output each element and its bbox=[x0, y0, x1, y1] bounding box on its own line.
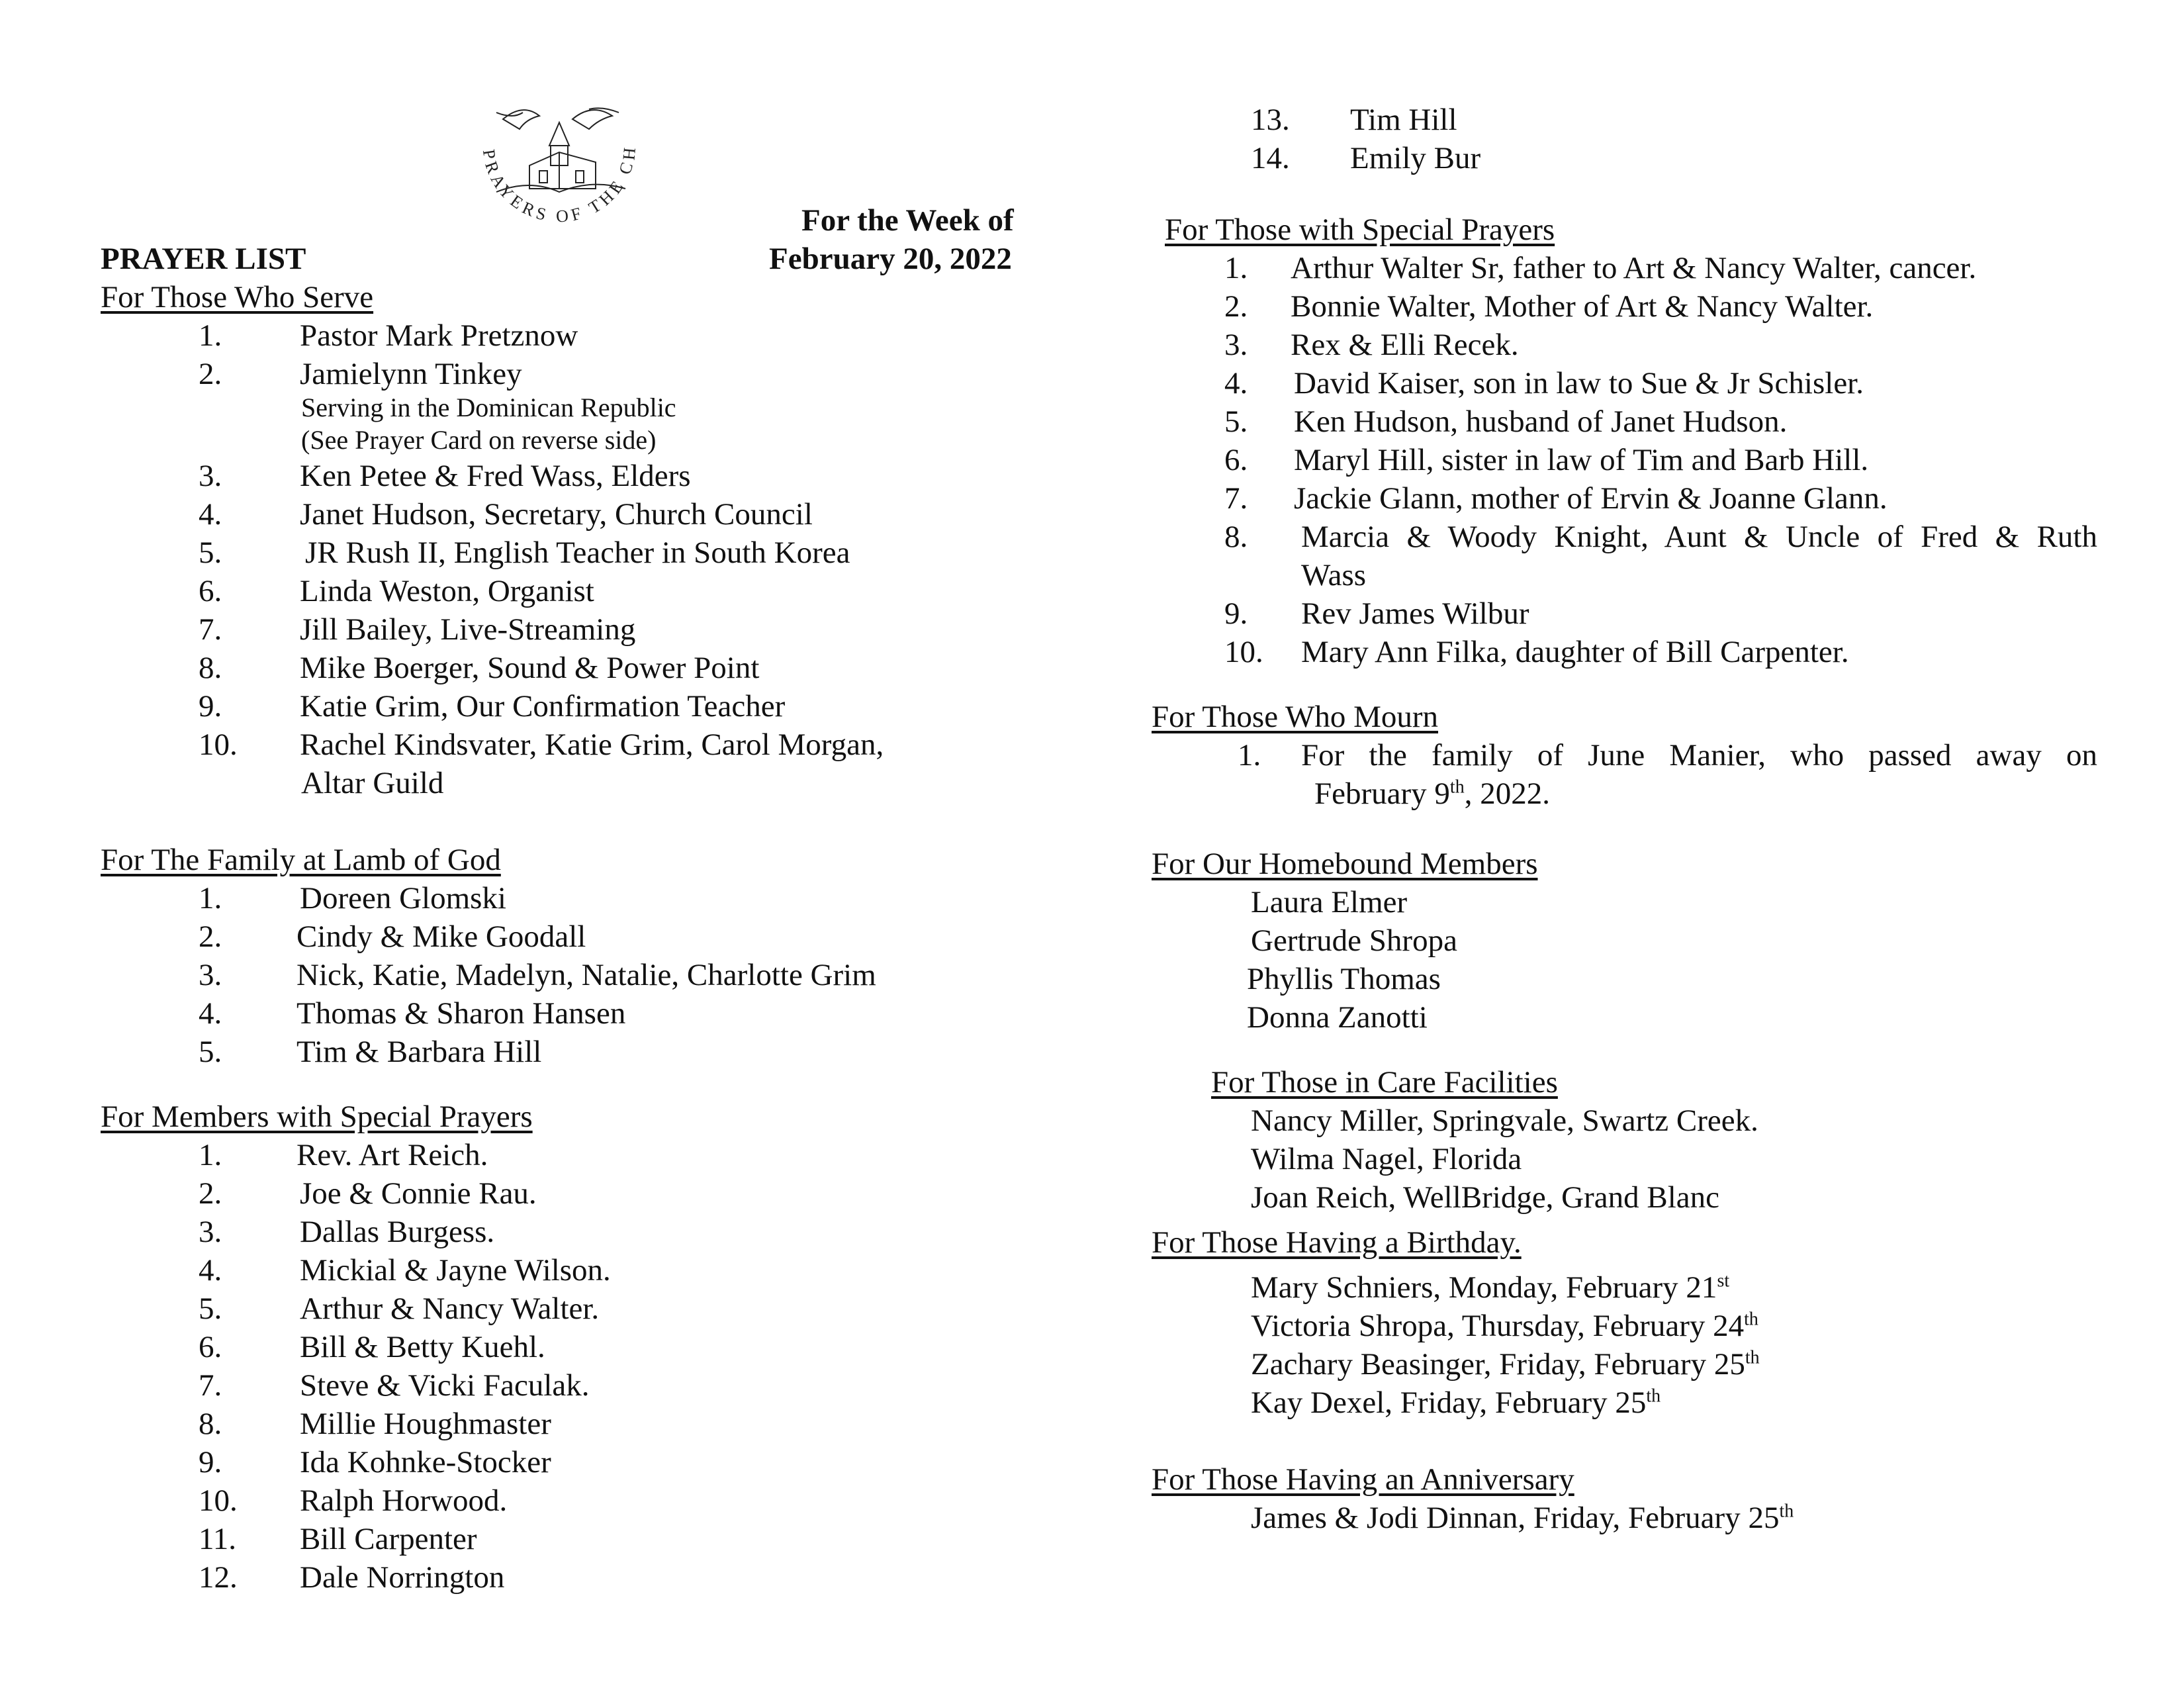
list-item: Marcia & Woody Knight, Aunt & Uncle of Fred & Ruth bbox=[1301, 520, 2097, 554]
list-item-number: 4. bbox=[199, 497, 222, 532]
list-item-continued: Altar Guild bbox=[301, 766, 444, 800]
list-item: Ken Hudson, husband of Janet Hudson. bbox=[1294, 404, 1788, 439]
list-item: Ken Petee & Fred Wass, Elders bbox=[300, 459, 691, 493]
list-item-number: 5. bbox=[199, 1291, 222, 1326]
list-item-number: 3. bbox=[199, 958, 222, 992]
list-item: Bonnie Walter, Mother of Art & Nancy Walter. bbox=[1291, 289, 1874, 324]
list-item-number: 3. bbox=[199, 1215, 222, 1249]
care-item: Joan Reich, WellBridge, Grand Blanc bbox=[1251, 1180, 1720, 1215]
list-item-number: 2. bbox=[199, 357, 222, 391]
list-item: Rev James Wilbur bbox=[1301, 596, 1529, 631]
list-item: JR Rush II, English Teacher in South Korea bbox=[305, 536, 850, 570]
list-item-number: 4. bbox=[199, 996, 222, 1031]
list-item: Cindy & Mike Goodall bbox=[296, 919, 586, 954]
homebound-item: Phyllis Thomas bbox=[1247, 962, 1441, 996]
list-item-number: 5. bbox=[199, 536, 222, 570]
list-item: Jill Bailey, Live-Streaming bbox=[300, 612, 636, 647]
church-doves-icon bbox=[457, 93, 662, 238]
mourn-date: February 9th, 2022. bbox=[1314, 776, 1550, 811]
list-item: Dale Norrington bbox=[300, 1560, 505, 1595]
list-item: Steve & Vicki Faculak. bbox=[300, 1368, 590, 1403]
list-item: Mike Boerger, Sound & Power Point bbox=[300, 651, 760, 685]
list-item-number: 13. bbox=[1251, 103, 1290, 137]
list-item: Katie Grim, Our Confirmation Teacher bbox=[300, 689, 786, 724]
list-item: Joe & Connie Rau. bbox=[300, 1176, 537, 1211]
list-item: Nick, Katie, Madelyn, Natalie, Charlotte Grim bbox=[296, 958, 876, 992]
list-item: Jamielynn Tinkey bbox=[300, 357, 522, 391]
list-item-number: 9. bbox=[1224, 596, 1248, 631]
list-item: Ralph Horwood. bbox=[300, 1483, 508, 1518]
list-item-number: 1. bbox=[199, 881, 222, 915]
section-heading-homebound: For Our Homebound Members bbox=[1152, 847, 1538, 881]
list-item: Millie Houghmaster bbox=[300, 1407, 551, 1441]
list-item-number: 6. bbox=[199, 1330, 222, 1364]
list-item: Rev. Art Reich. bbox=[296, 1138, 488, 1172]
list-item-number: 1. bbox=[199, 318, 222, 353]
list-item-number: 8. bbox=[199, 651, 222, 685]
list-item: Rex & Elli Recek. bbox=[1291, 328, 1519, 362]
list-item-number: 9. bbox=[199, 689, 222, 724]
list-item-number: 5. bbox=[199, 1035, 222, 1069]
prayers-of-the-church-logo bbox=[457, 93, 662, 238]
list-item-number: 1. bbox=[199, 1138, 222, 1172]
list-item: Tim Hill bbox=[1350, 103, 1457, 137]
week-label: For the Week of bbox=[801, 203, 1014, 238]
list-item-number: 3. bbox=[199, 459, 222, 493]
list-item: Jackie Glann, mother of Ervin & Joanne Glann. bbox=[1294, 481, 1888, 516]
section-heading-anniversary: For Those Having an Anniversary bbox=[1152, 1462, 1574, 1497]
list-item-number: 14. bbox=[1251, 141, 1290, 175]
birthday-item: Mary Schniers, Monday, February 21st bbox=[1251, 1270, 1730, 1305]
section-heading-mourn: For Those Who Mourn bbox=[1152, 700, 1439, 734]
homebound-item: Gertrude Shropa bbox=[1251, 923, 1457, 958]
birthday-item: Victoria Shropa, Thursday, February 24th bbox=[1251, 1309, 1758, 1343]
list-item-number: 5. bbox=[1224, 404, 1248, 439]
list-item: Janet Hudson, Secretary, Church Council bbox=[300, 497, 813, 532]
list-item-number: 8. bbox=[1224, 520, 1248, 554]
homebound-item: Laura Elmer bbox=[1251, 885, 1408, 919]
list-item-number: 6. bbox=[1224, 443, 1248, 477]
birthday-item: Zachary Beasinger, Friday, February 25th bbox=[1251, 1347, 1760, 1382]
list-item: Bill Carpenter bbox=[300, 1522, 477, 1556]
list-item-number: 4. bbox=[1224, 366, 1248, 400]
list-item: Dallas Burgess. bbox=[300, 1215, 495, 1249]
list-item-number: 2. bbox=[199, 1176, 222, 1211]
list-item: Bill & Betty Kuehl. bbox=[300, 1330, 545, 1364]
list-item-number: 2. bbox=[199, 919, 222, 954]
list-item-number: 10. bbox=[1224, 635, 1263, 669]
list-item-number: 12. bbox=[199, 1560, 238, 1595]
list-item: Ida Kohnke-Stocker bbox=[300, 1445, 551, 1479]
list-item: Pastor Mark Pretznow bbox=[300, 318, 578, 353]
list-item: Doreen Glomski bbox=[300, 881, 506, 915]
list-item-note: (See Prayer Card on reverse side) bbox=[301, 425, 657, 455]
list-item: Rachel Kindsvater, Katie Grim, Carol Morgan, bbox=[300, 727, 884, 762]
care-item: Wilma Nagel, Florida bbox=[1251, 1142, 1522, 1176]
list-item-number: 4. bbox=[199, 1253, 222, 1288]
list-item: Linda Weston, Organist bbox=[300, 574, 594, 608]
list-item-number: 7. bbox=[199, 1368, 222, 1403]
page-title: PRAYER LIST bbox=[101, 242, 306, 276]
list-item-note: Serving in the Dominican Republic bbox=[301, 393, 676, 422]
list-item-number: 7. bbox=[199, 612, 222, 647]
list-item: Maryl Hill, sister in law of Tim and Barb Hill. bbox=[1294, 443, 1869, 477]
list-item: Mary Ann Filka, daughter of Bill Carpenter. bbox=[1301, 635, 1849, 669]
list-item-number: 1. bbox=[1238, 738, 1261, 773]
list-item-number: 10. bbox=[199, 1483, 238, 1518]
care-item: Nancy Miller, Springvale, Swartz Creek. bbox=[1251, 1103, 1758, 1138]
section-heading-care: For Those in Care Facilities bbox=[1211, 1065, 1558, 1100]
list-item-number: 11. bbox=[199, 1522, 237, 1556]
list-item: Tim & Barbara Hill bbox=[296, 1035, 542, 1069]
list-item-number: 1. bbox=[1224, 251, 1248, 285]
list-item-number: 9. bbox=[199, 1445, 222, 1479]
mourn-line: For the family of June Manier, who passed away on bbox=[1301, 738, 2097, 773]
section-heading-members: For Members with Special Prayers bbox=[101, 1100, 533, 1134]
list-item: Thomas & Sharon Hansen bbox=[296, 996, 626, 1031]
list-item-number: 2. bbox=[1224, 289, 1248, 324]
list-item-number: 6. bbox=[199, 574, 222, 608]
homebound-item: Donna Zanotti bbox=[1247, 1000, 1428, 1035]
section-heading-special-prayers: For Those with Special Prayers bbox=[1165, 212, 1555, 247]
list-item: Emily Bur bbox=[1350, 141, 1481, 175]
list-item-number: 7. bbox=[1224, 481, 1248, 516]
list-item-number: 3. bbox=[1224, 328, 1248, 362]
birthday-item: Kay Dexel, Friday, February 25th bbox=[1251, 1385, 1661, 1420]
section-heading-family: For The Family at Lamb of God bbox=[101, 843, 501, 877]
list-item: Arthur & Nancy Walter. bbox=[300, 1291, 600, 1326]
week-date: February 20, 2022 bbox=[769, 242, 1012, 276]
list-item: Mickial & Jayne Wilson. bbox=[300, 1253, 611, 1288]
anniversary-item: James & Jodi Dinnan, Friday, February 25th bbox=[1251, 1501, 1794, 1535]
section-heading-serve: For Those Who Serve bbox=[101, 280, 374, 314]
list-item-number: 10. bbox=[199, 727, 238, 762]
svg-text:PRAYERS OF THE CHURCH: PRAYERS OF THE CH bbox=[478, 142, 640, 226]
list-item: Arthur Walter Sr, father to Art & Nancy Walter, cancer. bbox=[1291, 251, 1977, 285]
list-item: David Kaiser, son in law to Sue & Jr Schisler. bbox=[1294, 366, 1864, 400]
section-heading-birthday: For Those Having a Birthday. bbox=[1152, 1225, 1522, 1260]
list-item-number: 8. bbox=[199, 1407, 222, 1441]
list-item-continued: Wass bbox=[1301, 558, 1367, 592]
